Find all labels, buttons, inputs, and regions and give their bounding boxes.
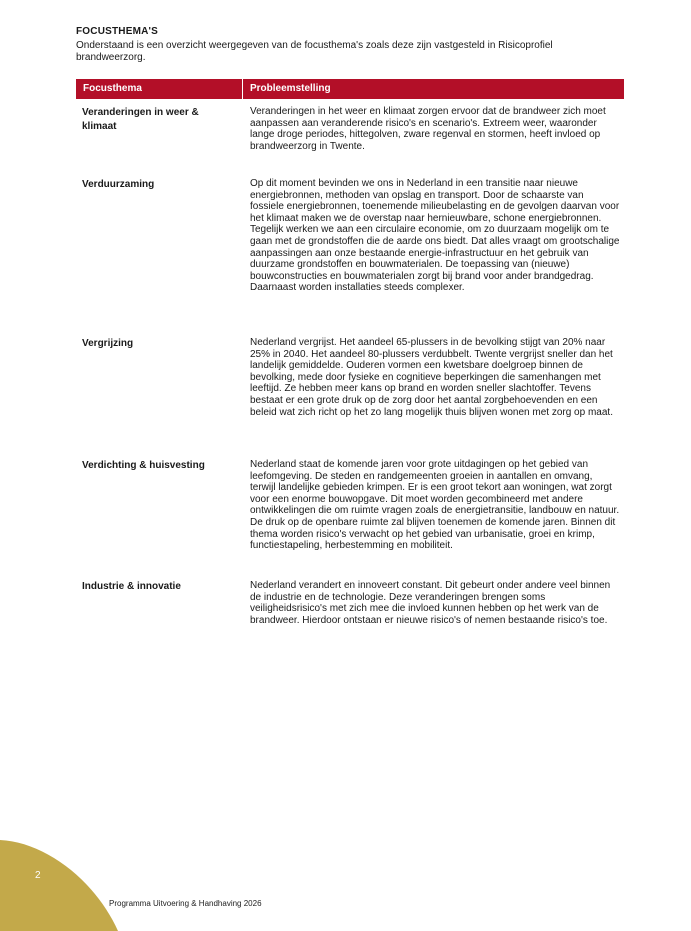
page-number: 2	[35, 870, 41, 881]
table-row	[76, 337, 624, 418]
problem-cell: Nederland staat de komende jaren voor grote uitdagingen op het gebied van leefomgeving. De steden en randgemeenten groeien in aantallen en omvang, terwijl landelijke gebieden krimpen. Er is een groot tekort aan woningen, wat zorgt voor een enorme bouwopgave. Dit moet worden gecombineerd met andere ontwikkelingen die om ruimte vragen zoals de energietransitie, landbouw en natuur. De druk op de openbare ruimte zal blijven toenemen de komende jaren. Binnen dit thema worden risico's verwacht op het gebied van urbanisatie, groei en krimp, functiestapeling, herbestemming en mobiliteit.	[250, 459, 620, 552]
gold-corner-shape	[0, 840, 120, 931]
table-row	[76, 459, 624, 552]
problem-cell: Veranderingen in het weer en klimaat zorgen ervoor dat de brandweer zich moet aanpassen aan veranderende risico's en scenario's. Extreem weer, waaronder lange droge periodes, hittegolven, zware regenval en stormen, heeft invloed op brandweerzorg in Twente.	[250, 106, 606, 152]
table-header-row	[76, 79, 624, 99]
header-focusthema: Focusthema	[76, 79, 243, 99]
theme-cell: Verdichting & huisvesting	[82, 460, 205, 471]
focus-themes-table	[76, 79, 624, 659]
table-row	[76, 106, 624, 152]
table-row	[76, 580, 624, 626]
intro-paragraph: Onderstaand is een overzicht weergegeven van de focusthema's zoals deze zijn vastgesteld in Risicoprofiel brandweerzorg.	[76, 40, 553, 63]
problem-cell: Nederland verandert en innoveert constant. Dit gebeurt onder andere veel binnen de industrie en de technologie. Deze veranderingen brengen soms veiligheidsrisico's met zich mee die invloed kunnen hebben op het werk van de brandweer. Hierdoor ontstaan er nieuwe risico's of nemen bestaande risico's toe.	[250, 580, 611, 626]
theme-cell: Industrie & innovatie	[82, 581, 181, 592]
theme-cell: Vergrijzing	[82, 338, 134, 349]
theme-cell: Verduurzaming	[82, 179, 155, 190]
section-heading: FOCUSTHEMA'S	[76, 26, 158, 37]
header-probleemstelling: Probleemstelling	[250, 83, 331, 94]
footer-title: Programma Uitvoering & Handhaving 2026	[109, 899, 262, 908]
problem-cell: Nederland vergrijst. Het aandeel 65-plussers in de bevolking stijgt van 20% naar 25% in 2040. Het aandeel 80-plussers verdubbelt. Twente vergrijst sneller dan het landelijk gemiddelde. Ouderen vormen een kwetsbare doelgroep binnen de bevolking, mede door fysieke en cognitieve beperkingen die samenhangen met leeftijd. Ze hebben meer kans op brand en worden sneller slachtoffer. Tevens bestaat er een grote druk op de zorg door het aantal zorgbehoevenden en een beleid wat zich richt op het zo lang mogelijk thuis blijven wonen met zorg op maat.	[250, 337, 613, 418]
theme-cell: Veranderingen in weer & klimaat	[82, 107, 199, 132]
table-row	[76, 178, 624, 294]
problem-cell: Op dit moment bevinden we ons in Nederland in een transitie naar nieuwe energiebronnen, methoden van opslag en transport. Door de schaarste van fossiele energiebronnen, toenemende milieubelasting en de gevolgen daarvan voor het klimaat maken we de overstap naar hernieuwbare, schone energiebronnen. Tegelijk werken we aan een circulaire economie, om zo duurzaam mogelijk om te gaan met de grondstoffen die de aarde ons biedt. Dat alles vraagt om grootschalige aanpassingen aan onze bestaande energie-infrastructuur en het gebruik van duurzame grondstoffen en bouwmaterialen. De toepassing van (nieuwe) bouwconstructies en bouwmaterialen zorgt bij brand voor ander brandgedrag. Daarnaast worden installaties steeds complexer.	[250, 178, 620, 294]
